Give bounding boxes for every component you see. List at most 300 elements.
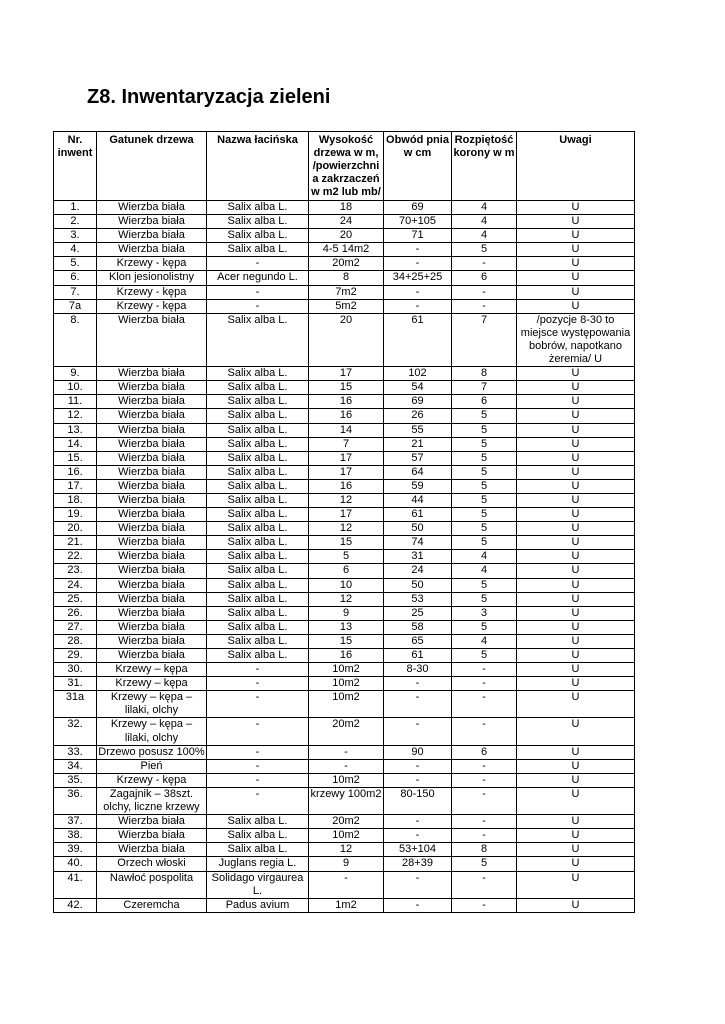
cell-nr: 28. [54,634,97,648]
table-row [54,759,635,773]
cell-latin-name: - [207,745,309,759]
cell-circumference: 28+39 [384,857,452,871]
cell-species: Wierzba biała [97,423,207,437]
cell-nr: 31a [54,691,97,718]
cell-species: Krzewy - kępa [97,773,207,787]
cell-species: Wierzba biała [97,634,207,648]
cell-crown-span: - [452,815,517,829]
cell-species: Wierzba biała [97,649,207,663]
cell-height: 17 [309,508,384,522]
table-row [54,423,635,437]
cell-latin-name: Salix alba L. [207,620,309,634]
cell-nr: 35. [54,773,97,787]
cell-notes: U [517,550,635,564]
cell-species: Wierzba biała [97,367,207,381]
cell-height: 10m2 [309,663,384,677]
cell-latin-name: Padus avium [207,898,309,912]
cell-nr: 9. [54,367,97,381]
cell-crown-span: 7 [452,313,517,366]
cell-height: 10 [309,578,384,592]
cell-species: Krzewy - kępa [97,299,207,313]
table-row [54,620,635,634]
header-crown-span: Rozpiętość korony w m [452,132,517,201]
table-row [54,409,635,423]
cell-notes: U [517,606,635,620]
cell-notes: U [517,759,635,773]
cell-species: Wierzba biała [97,479,207,493]
cell-notes: U [517,773,635,787]
cell-crown-span: 5 [452,620,517,634]
header-height: Wysokość drzewa w m, /powierzchni a zakrzaczeń w m2 lub mb/ [309,132,384,201]
cell-notes: /pozycje 8-30 to miejsce występowania bobrów, napotkano żeremia/ U [517,313,635,366]
cell-species: Wierzba biała [97,395,207,409]
cell-height: 7m2 [309,285,384,299]
cell-notes: U [517,718,635,745]
table-row [54,871,635,898]
table-row [54,479,635,493]
cell-circumference: 90 [384,745,452,759]
table-row [54,508,635,522]
cell-notes: U [517,423,635,437]
cell-crown-span: - [452,871,517,898]
cell-circumference: 34+25+25 [384,271,452,285]
cell-height: 14 [309,423,384,437]
table-row [54,313,635,366]
cell-notes: U [517,229,635,243]
cell-crown-span: 5 [452,578,517,592]
cell-crown-span: - [452,898,517,912]
cell-latin-name: Salix alba L. [207,564,309,578]
cell-height: 17 [309,367,384,381]
cell-circumference: 74 [384,536,452,550]
cell-circumference: 25 [384,606,452,620]
cell-latin-name: - [207,759,309,773]
cell-species: Krzewy – kępa – lilaki, olchy [97,718,207,745]
cell-crown-span: 5 [452,479,517,493]
header-circumference: Obwód pnia w cm [384,132,452,201]
cell-latin-name: Salix alba L. [207,550,309,564]
cell-latin-name: Salix alba L. [207,592,309,606]
cell-nr: 4. [54,243,97,257]
cell-notes: U [517,201,635,215]
cell-crown-span: 5 [452,243,517,257]
table-row [54,606,635,620]
cell-crown-span: 4 [452,229,517,243]
cell-crown-span: - [452,285,517,299]
cell-circumference: - [384,871,452,898]
cell-notes: U [517,663,635,677]
cell-circumference: 26 [384,409,452,423]
cell-circumference: - [384,257,452,271]
cell-height: krzewy 100m2 [309,787,384,814]
cell-circumference: 53 [384,592,452,606]
cell-nr: 13. [54,423,97,437]
cell-height: 15 [309,381,384,395]
cell-species: Wierzba biała [97,843,207,857]
cell-latin-name: - [207,718,309,745]
cell-circumference: - [384,829,452,843]
cell-notes: U [517,367,635,381]
cell-height: 10m2 [309,829,384,843]
cell-circumference: 58 [384,620,452,634]
cell-height: 16 [309,395,384,409]
cell-circumference: 55 [384,423,452,437]
cell-species: Wierzba biała [97,578,207,592]
cell-latin-name: Salix alba L. [207,508,309,522]
cell-latin-name: - [207,773,309,787]
cell-latin-name: Salix alba L. [207,465,309,479]
cell-species: Wierzba biała [97,215,207,229]
cell-nr: 11. [54,395,97,409]
cell-nr: 24. [54,578,97,592]
cell-species: Wierzba biała [97,451,207,465]
table-row [54,634,635,648]
cell-latin-name: Salix alba L. [207,201,309,215]
cell-crown-span: 5 [452,493,517,507]
cell-nr: 41. [54,871,97,898]
cell-nr: 20. [54,522,97,536]
cell-height: 12 [309,522,384,536]
cell-height: 12 [309,493,384,507]
table-row [54,451,635,465]
cell-species: Nawłoć pospolita [97,871,207,898]
cell-circumference: - [384,299,452,313]
cell-latin-name: - [207,677,309,691]
cell-circumference: 65 [384,634,452,648]
cell-latin-name: Acer negundo L. [207,271,309,285]
cell-nr: 18. [54,493,97,507]
cell-nr: 19. [54,508,97,522]
cell-crown-span: 5 [452,465,517,479]
cell-species: Krzewy – kępa – lilaki, olchy [97,691,207,718]
cell-crown-span: 4 [452,215,517,229]
cell-crown-span: 5 [452,409,517,423]
cell-species: Drzewo posusz 100% [98,745,205,758]
cell-crown-span: - [452,299,517,313]
table-row [54,395,635,409]
cell-notes: U [517,634,635,648]
cell-notes: U [517,465,635,479]
cell-height: 16 [309,479,384,493]
table-row [54,215,635,229]
cell-crown-span: - [452,787,517,814]
cell-nr: 6. [54,271,97,285]
cell-species: Wierzba biała [97,229,207,243]
cell-notes: U [517,857,635,871]
cell-crown-span: 5 [452,522,517,536]
table-row [54,271,635,285]
cell-nr: 38. [54,829,97,843]
cell-height: 5m2 [309,299,384,313]
table-row [54,299,635,313]
cell-species: Wierzba biała [97,536,207,550]
cell-species: Pień [97,759,207,773]
cell-height: 16 [309,649,384,663]
cell-nr: 3. [54,229,97,243]
table-row [54,522,635,536]
cell-nr: 8. [54,313,97,366]
cell-nr: 1. [54,201,97,215]
cell-species: Wierzba biała [97,465,207,479]
cell-species: Wierzba biała [97,550,207,564]
cell-circumference: 53+104 [384,843,452,857]
cell-crown-span: 5 [452,451,517,465]
cell-notes: U [517,522,635,536]
cell-nr: 16. [54,465,97,479]
table-row [54,829,635,843]
cell-crown-span: 8 [452,843,517,857]
table-header-row [54,132,635,201]
cell-circumference: 59 [384,479,452,493]
cell-circumference: 44 [384,493,452,507]
cell-circumference: - [384,243,452,257]
cell-species: Wierzba biała [97,437,207,451]
cell-notes: U [517,508,635,522]
cell-crown-span: 5 [452,508,517,522]
cell-height: - [309,745,384,759]
cell-latin-name: Salix alba L. [207,243,309,257]
cell-latin-name: Salix alba L. [207,522,309,536]
cell-notes: U [517,451,635,465]
cell-species: Wierzba biała [97,592,207,606]
cell-notes: U [517,479,635,493]
cell-crown-span: 4 [452,550,517,564]
cell-circumference: 71 [384,229,452,243]
cell-circumference: 80-150 [384,787,452,814]
cell-crown-span: 5 [452,649,517,663]
header-nr: Nr. inwent [54,132,97,201]
cell-nr: 17. [54,479,97,493]
cell-circumference: 102 [384,367,452,381]
header-notes: Uwagi [517,132,635,201]
cell-latin-name: Salix alba L. [207,313,309,366]
cell-nr: 26. [54,606,97,620]
table-row [54,843,635,857]
cell-height: 9 [309,857,384,871]
cell-nr: 7. [54,285,97,299]
cell-crown-span: 8 [452,367,517,381]
cell-species: Wierzba biała [97,564,207,578]
cell-circumference: 61 [384,313,452,366]
cell-species: Wierzba biała [97,493,207,507]
table-row [54,815,635,829]
cell-height: 12 [309,592,384,606]
cell-height: 6 [309,564,384,578]
cell-nr: 29. [54,649,97,663]
cell-height: 10m2 [309,773,384,787]
cell-height: 12 [309,843,384,857]
cell-latin-name: Salix alba L. [207,381,309,395]
cell-nr: 34. [54,759,97,773]
cell-species: Czeremcha [97,898,207,912]
cell-height: 20m2 [309,815,384,829]
cell-latin-name: Solidago virgaurea L. [207,871,309,898]
cell-species: Wierzba biała [97,381,207,395]
cell-species: Wierzba biała [97,409,207,423]
table-row [54,257,635,271]
cell-latin-name: - [207,257,309,271]
cell-notes: U [517,536,635,550]
cell-crown-span: - [452,759,517,773]
cell-circumference: 69 [384,395,452,409]
cell-nr: 30. [54,663,97,677]
cell-nr: 21. [54,536,97,550]
cell-circumference: 50 [384,522,452,536]
cell-notes: U [517,578,635,592]
cell-notes: U [517,843,635,857]
table-row [54,201,635,215]
cell-notes: U [517,243,635,257]
cell-nr: 22. [54,550,97,564]
table-row [54,857,635,871]
cell-latin-name: Salix alba L. [207,815,309,829]
cell-notes: U [517,257,635,271]
cell-notes: U [517,745,635,759]
cell-crown-span: 6 [452,271,517,285]
cell-notes: U [517,299,635,313]
cell-height: 15 [309,634,384,648]
cell-circumference: 50 [384,578,452,592]
cell-nr: 5. [54,257,97,271]
cell-species: Wierzba biała [97,620,207,634]
cell-species: Wierzba biała [97,508,207,522]
table-row [54,677,635,691]
cell-height: 13 [309,620,384,634]
cell-species: Zagajnik – 38szt. olchy, liczne krzewy [97,787,207,814]
cell-height: 8 [309,271,384,285]
cell-circumference: 31 [384,550,452,564]
cell-latin-name: Salix alba L. [207,493,309,507]
cell-circumference: 24 [384,564,452,578]
cell-height: 24 [309,215,384,229]
cell-species: Wierzba biała [97,243,207,257]
cell-circumference: 61 [384,508,452,522]
cell-circumference: - [384,285,452,299]
cell-circumference: - [384,773,452,787]
cell-latin-name: Salix alba L. [207,423,309,437]
cell-height: 7 [309,437,384,451]
cell-notes: U [517,409,635,423]
table-row [54,285,635,299]
cell-crown-span: 6 [452,395,517,409]
cell-crown-span: 4 [452,564,517,578]
cell-height: 20 [309,313,384,366]
cell-crown-span: 5 [452,592,517,606]
table-row [54,578,635,592]
cell-crown-span: - [452,829,517,843]
table-row [54,564,635,578]
cell-nr: 40. [54,857,97,871]
cell-species: Wierzba biała [97,313,207,366]
table-row [54,898,635,912]
cell-latin-name: - [207,285,309,299]
cell-notes: U [517,564,635,578]
page-title: Z8. Inwentaryzacja zieleni [87,86,331,108]
cell-latin-name: Salix alba L. [207,634,309,648]
cell-latin-name: Salix alba L. [207,437,309,451]
cell-notes: U [517,271,635,285]
cell-notes: U [517,898,635,912]
cell-crown-span: 4 [452,634,517,648]
cell-latin-name: Salix alba L. [207,578,309,592]
cell-notes: U [517,493,635,507]
cell-nr: 39. [54,843,97,857]
cell-latin-name: Salix alba L. [207,479,309,493]
cell-circumference: 57 [384,451,452,465]
table-row [54,745,635,759]
table-row [54,465,635,479]
cell-circumference: 54 [384,381,452,395]
cell-circumference: - [384,718,452,745]
cell-circumference: - [384,815,452,829]
cell-species: Krzewy - kępa [97,285,207,299]
table-row [54,229,635,243]
cell-height: 17 [309,465,384,479]
cell-latin-name: Salix alba L. [207,451,309,465]
cell-circumference: 61 [384,649,452,663]
cell-circumference: - [384,898,452,912]
cell-nr: 27. [54,620,97,634]
cell-nr: 42. [54,898,97,912]
cell-circumference: 69 [384,201,452,215]
cell-height: 1m2 [309,898,384,912]
cell-nr: 12. [54,409,97,423]
cell-notes: U [517,437,635,451]
cell-nr: 25. [54,592,97,606]
cell-crown-span: - [452,773,517,787]
cell-latin-name: - [207,787,309,814]
cell-species: Klon jesionolistny [97,271,207,285]
cell-nr: 32. [54,718,97,745]
cell-species: Wierzba biała [97,522,207,536]
cell-notes: U [517,787,635,814]
cell-nr: 36. [54,787,97,814]
cell-height: 18 [309,201,384,215]
cell-crown-span: - [452,257,517,271]
cell-latin-name: - [207,691,309,718]
header-latin-name: Nazwa łacińska [207,132,309,201]
cell-latin-name: Salix alba L. [207,229,309,243]
cell-height: 20m2 [309,257,384,271]
cell-circumference: - [384,691,452,718]
table-row [54,649,635,663]
cell-crown-span: 3 [452,606,517,620]
cell-species: Wierzba biała [97,829,207,843]
cell-circumference: - [384,677,452,691]
cell-height: - [309,759,384,773]
cell-species: Krzewy – kępa [97,677,207,691]
inventory-table [53,131,635,913]
cell-nr: 14. [54,437,97,451]
cell-latin-name: Salix alba L. [207,409,309,423]
cell-latin-name: Salix alba L. [207,215,309,229]
table-row [54,663,635,677]
cell-height: 15 [309,536,384,550]
cell-latin-name: Salix alba L. [207,606,309,620]
cell-height: 4-5 14m2 [309,243,384,257]
cell-species: Krzewy – kępa [97,663,207,677]
cell-height: 16 [309,409,384,423]
cell-height: - [309,871,384,898]
cell-latin-name: Salix alba L. [207,843,309,857]
cell-crown-span: 6 [452,745,517,759]
cell-crown-span: - [452,677,517,691]
table-row [54,493,635,507]
cell-notes: U [517,215,635,229]
cell-crown-span: - [452,663,517,677]
cell-nr: 15. [54,451,97,465]
cell-circumference: - [384,759,452,773]
